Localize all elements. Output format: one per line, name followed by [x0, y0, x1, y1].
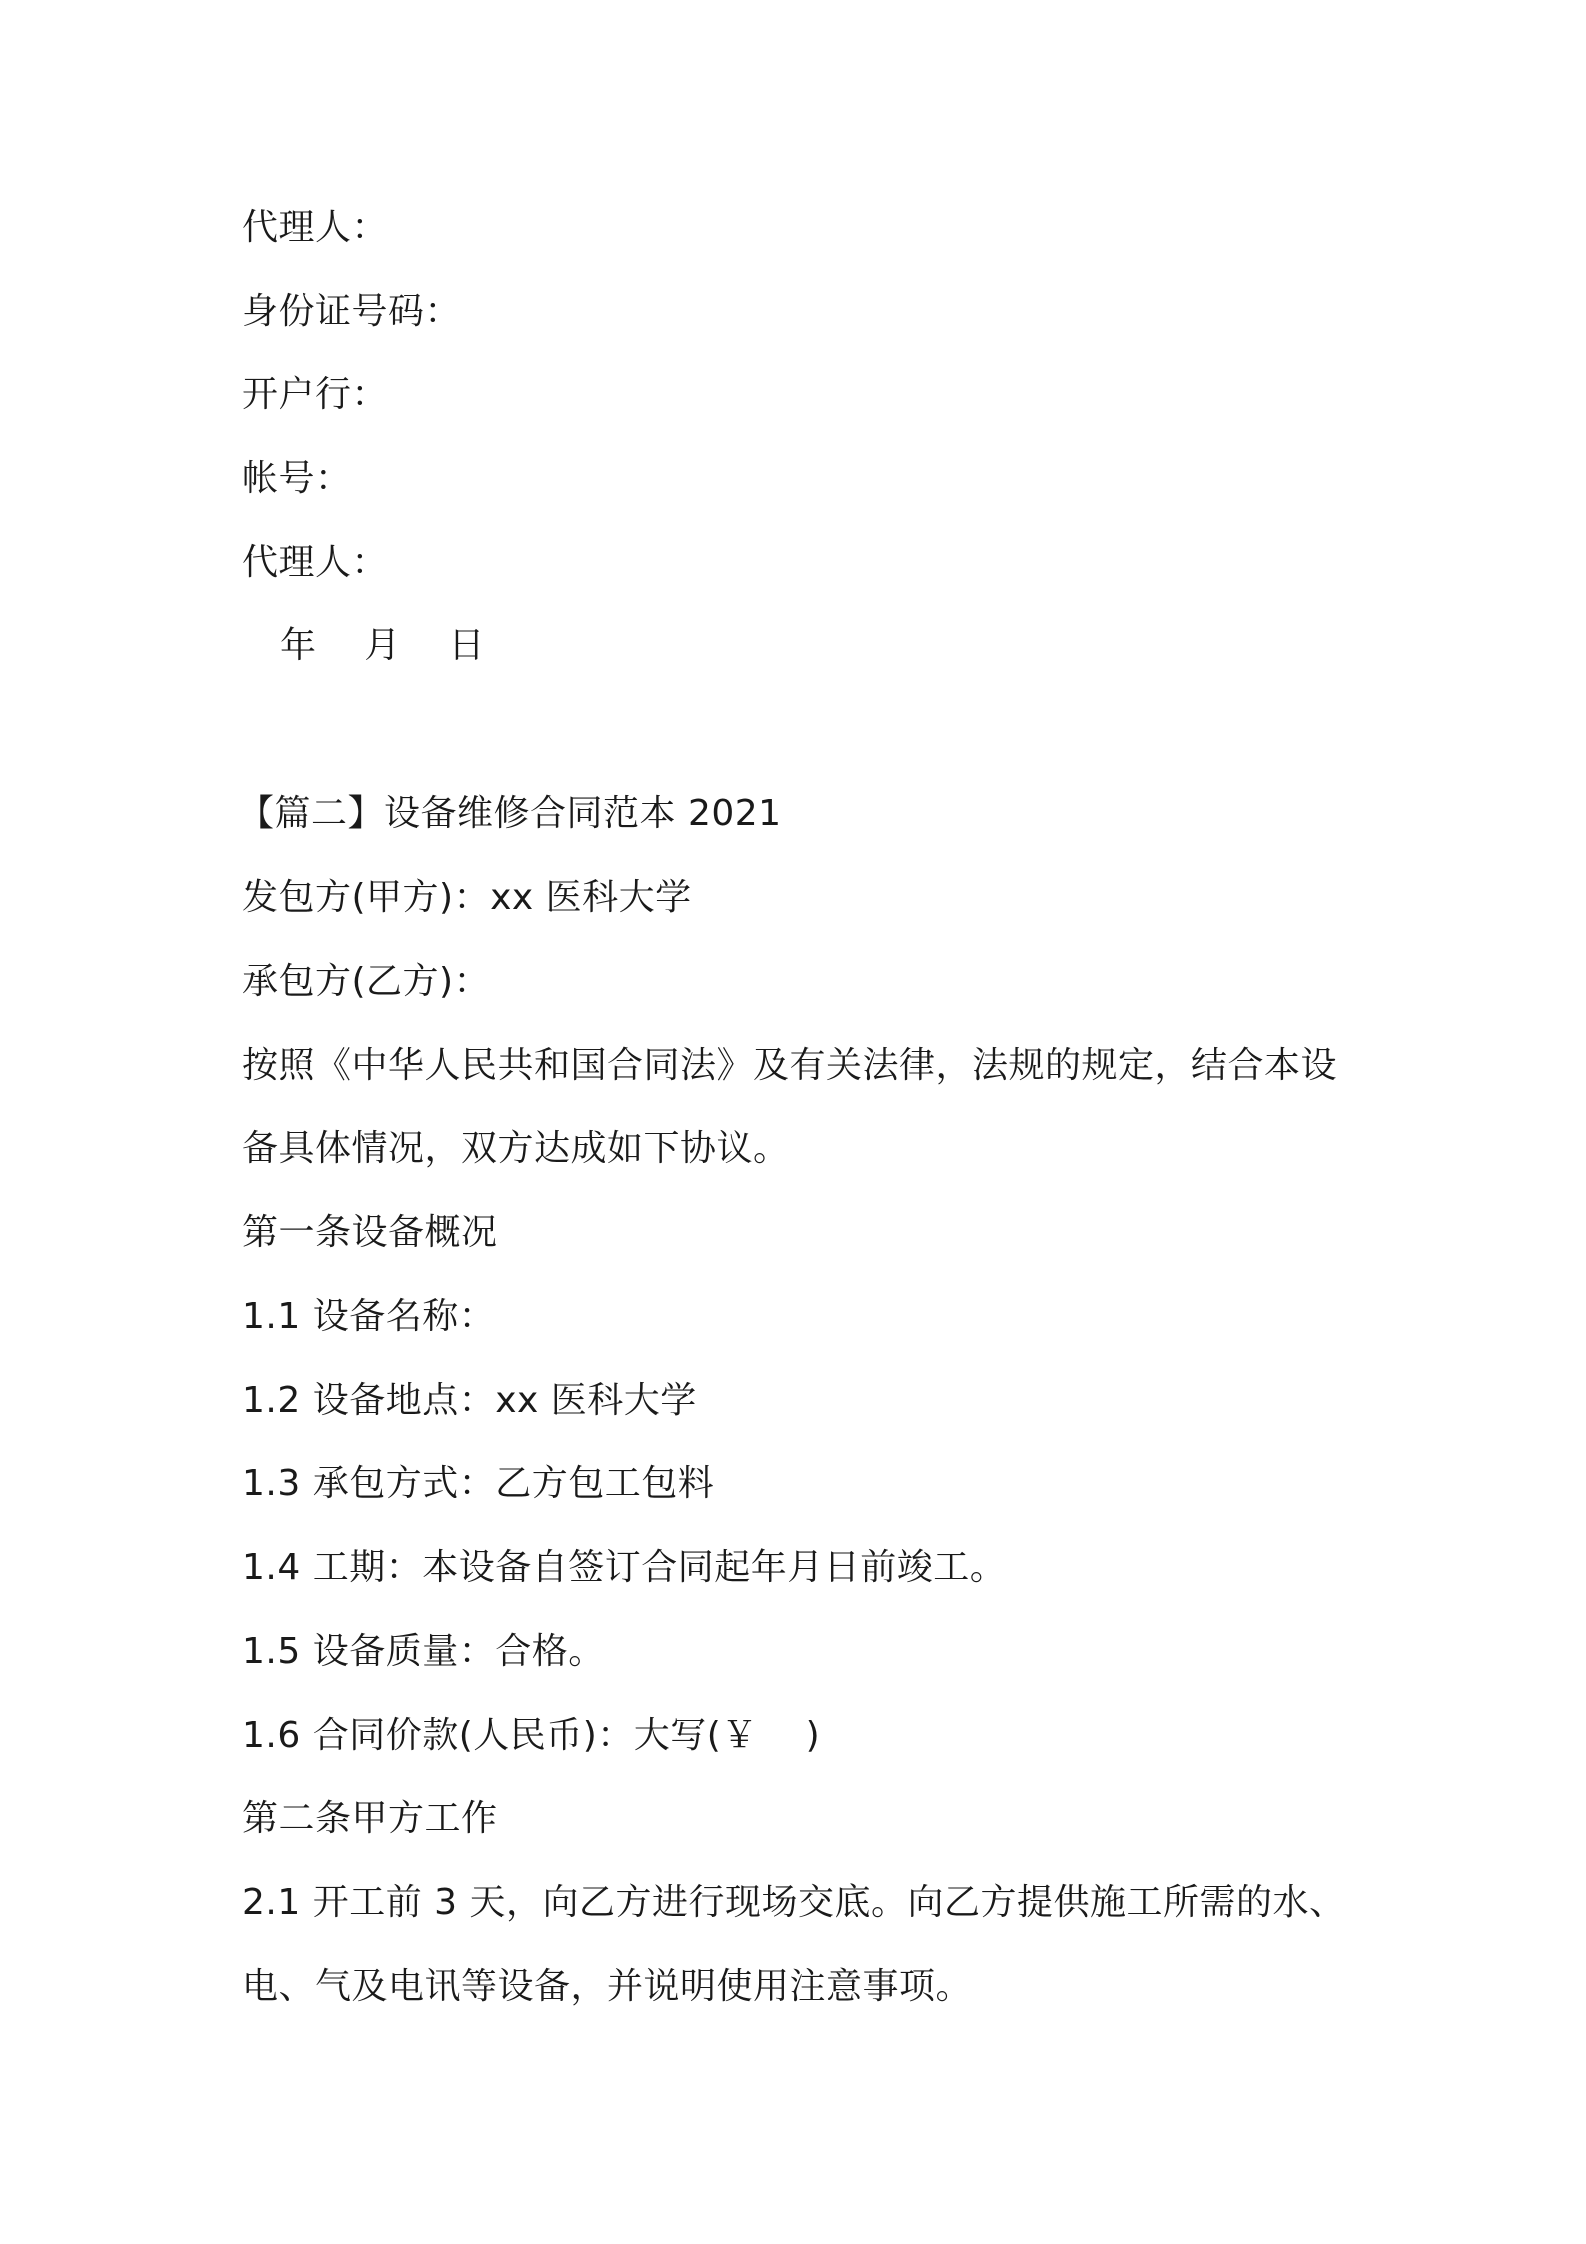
party-b-line: 承包方(乙方)： — [242, 961, 491, 1002]
date-line: 年 月 日 — [280, 625, 486, 666]
bank-label: 开户行： — [242, 374, 389, 415]
article-1-item: 1.4 工期：本设备自签订合同起年月日前竣工。 — [242, 1547, 1007, 1588]
preamble-line-1: 按照《中华人民共和国合同法》及有关法律，法规的规定，结合本设 — [242, 1045, 1338, 1086]
article-2-item-line-2: 电、气及电讯等设备，并说明使用注意事项。 — [242, 1966, 973, 2007]
party-a-line: 发包方(甲方)：xx 医科大学 — [242, 877, 692, 918]
preamble-line-2: 备具体情况，双方达成如下协议。 — [242, 1128, 790, 1169]
article-1-item: 1.6 合同价款(人民币)：大写(￥ ) — [242, 1715, 821, 1756]
contract-title: 【篇二】设备维修合同范本 2021 — [238, 793, 782, 834]
article-1-heading: 第一条设备概况 — [242, 1212, 498, 1253]
agent-label-1: 代理人： — [242, 207, 389, 248]
article-1-item: 1.5 设备质量：合格。 — [242, 1631, 605, 1672]
agent-label-2: 代理人： — [242, 542, 389, 583]
article-1-item: 1.3 承包方式：乙方包工包料 — [242, 1463, 715, 1504]
article-1-item: 1.1 设备名称： — [242, 1296, 496, 1337]
article-1-item: 1.2 设备地点：xx 医科大学 — [242, 1380, 697, 1421]
account-label: 帐号： — [242, 458, 352, 499]
article-2-heading: 第二条甲方工作 — [242, 1798, 498, 1839]
article-2-item-line-1: 2.1 开工前 3 天，向乙方进行现场交底。向乙方提供施工所需的水、 — [242, 1882, 1346, 1923]
id-number-label: 身份证号码： — [242, 291, 462, 332]
